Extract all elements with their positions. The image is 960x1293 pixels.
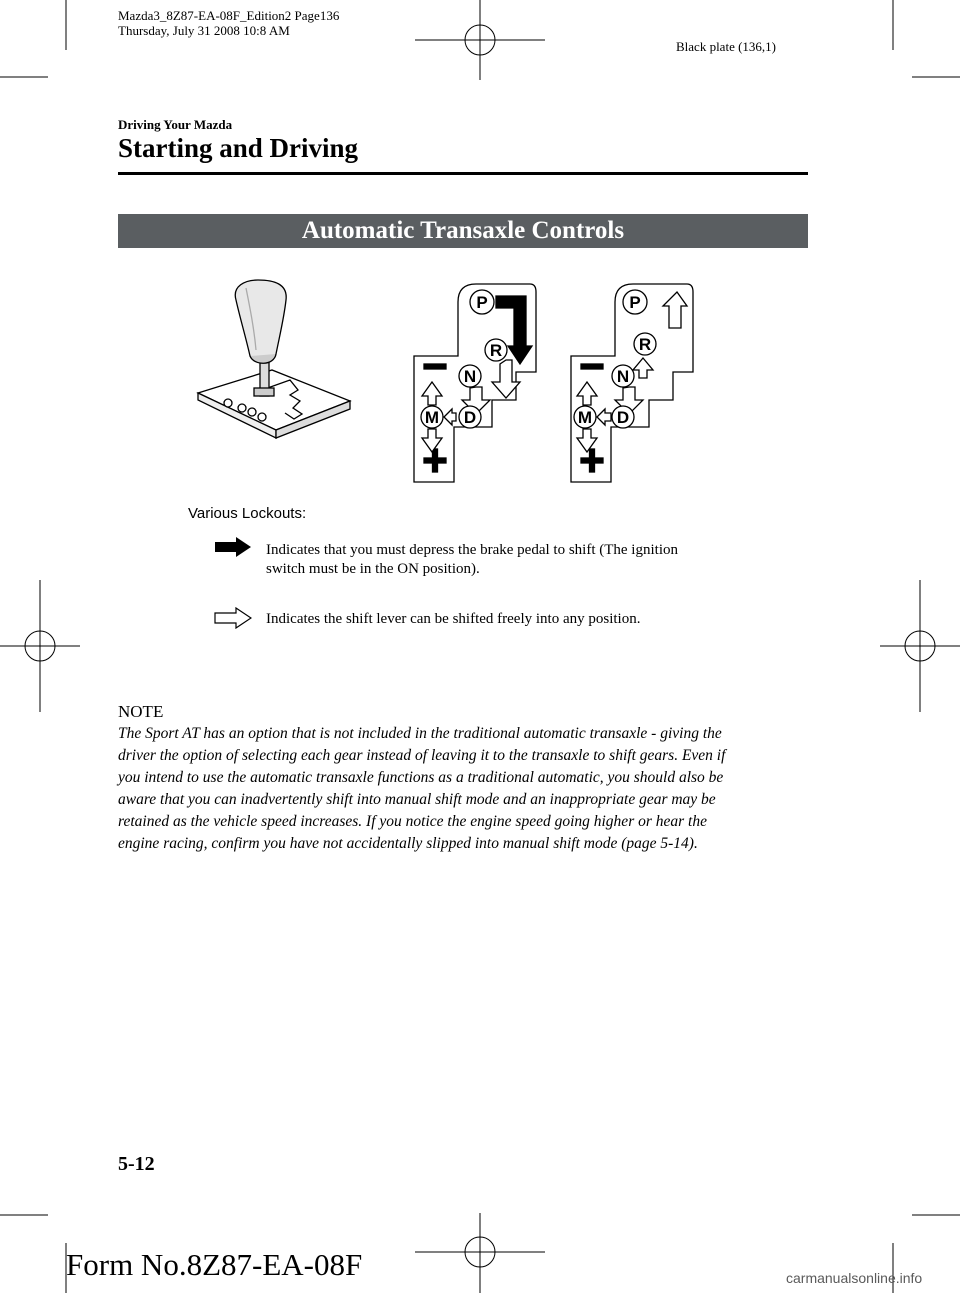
gate2-label-r: R [638, 335, 652, 354]
filled-arrow-icon [214, 536, 252, 558]
note-line: aware that you can inadvertently shift into manual shift mode and an inappropriate gear may be [118, 791, 716, 808]
shift-lever-illustration [190, 278, 360, 458]
legend-filled-text [266, 541, 678, 579]
section-label: Driving Your Mazda [118, 117, 233, 132]
page-number: 5-12 [118, 1153, 155, 1175]
legend-filled-line1: Indicates that you must depress the brake pedal to shift (The ignition [266, 542, 678, 558]
outline-arrow-icon [214, 607, 252, 629]
page-title: Starting and Driving [118, 133, 359, 163]
note-title: NOTE [118, 702, 164, 721]
print-date-line: Thursday, July 31 2008 10:8 AM [118, 23, 290, 38]
plate-label: Black plate (136,1) [676, 39, 776, 54]
gate1-label-m: M [424, 408, 440, 427]
section-banner: Automatic Transaxle Controls [118, 214, 808, 248]
form-number: Form No.8Z87-EA-08F [66, 1247, 363, 1282]
gate1-label-d: D [463, 408, 477, 427]
note-line: The Sport AT has an option that is not included in the traditional automatic transaxle - giving the [118, 725, 722, 742]
watermark: carmanualsonline.info [786, 1270, 923, 1286]
shift-gate-diagram-2 [565, 282, 700, 484]
gate2-label-d: D [616, 408, 630, 427]
gate1-label-n: N [463, 367, 477, 386]
note-body [118, 723, 808, 855]
legend-filled-line2: switch must be in the ON position). [266, 561, 480, 577]
gate2-label-p: P [629, 293, 641, 312]
note-line: driver the option of selecting each gear instead of leaving it to the transaxle to shift gears. Even if [118, 747, 726, 764]
lockouts-heading: Various Lockouts: [188, 505, 307, 522]
legend-outline-text: Indicates the shift lever can be shifted freely into any position. [266, 611, 641, 627]
note-line: engine racing, confirm you have not accidentally slipped into manual shift mode (page 5-14). [118, 835, 698, 852]
note-line: you intend to use the automatic transaxle functions as a traditional automatic, you should also be [118, 769, 724, 786]
shift-gate-diagram-1 [408, 282, 543, 484]
note-line: retained as the vehicle speed increases. If you notice the engine speed going higher or hear the [118, 813, 707, 830]
gate2-label-n: N [616, 367, 630, 386]
print-file-line: Mazda3_8Z87-EA-08F_Edition2 Page136 [118, 8, 340, 23]
gate2-label-m: M [577, 408, 593, 427]
gate1-label-r: R [489, 341, 503, 360]
title-rule [118, 172, 808, 175]
gate1-label-p: P [476, 293, 488, 312]
